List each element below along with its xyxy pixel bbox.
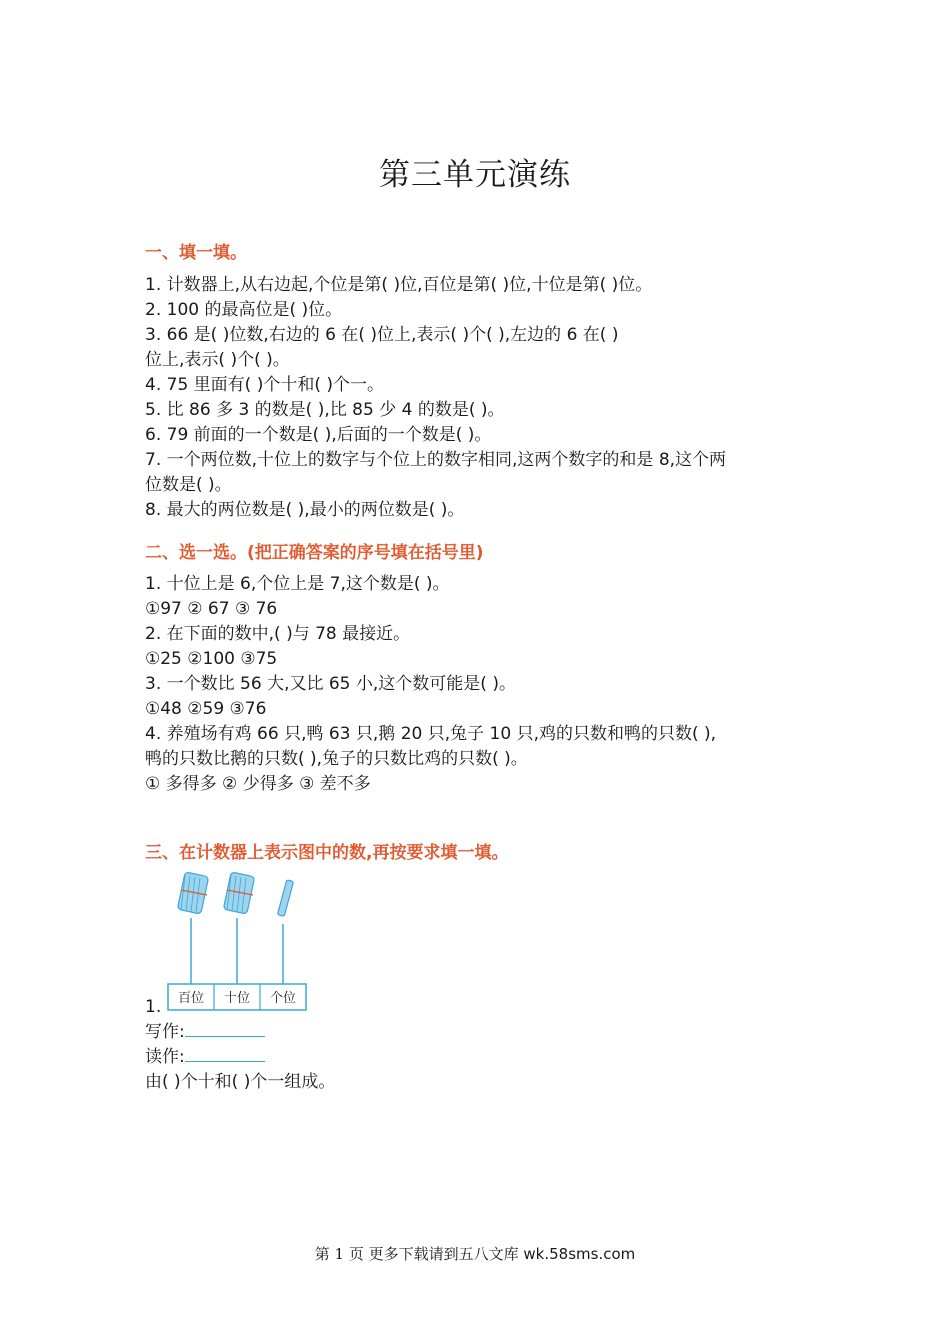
question-line: 2. 在下面的数中,( )与 78 最接近。 xyxy=(145,624,411,644)
read-line xyxy=(145,1045,265,1070)
abacus-figure xyxy=(165,868,310,1014)
abacus-label-ones: 个位 xyxy=(269,991,297,1006)
question-number: 1. xyxy=(145,997,162,1017)
section-heading-abacus: 三、在计数器上表示图中的数,再按要求填一填。 xyxy=(145,843,509,863)
question-line: 5. 比 86 多 3 的数是( ),比 85 少 4 的数是( )。 xyxy=(145,400,505,420)
compose-line: 由( )个十和( )个一组成。 xyxy=(145,1072,336,1092)
question-line: 3. 一个数比 56 大,又比 65 小,这个数可能是( )。 xyxy=(145,674,516,694)
read-label: 读作: xyxy=(145,1047,185,1067)
abacus-label-tens: 十位 xyxy=(223,991,251,1006)
single-stick-icon xyxy=(277,880,293,917)
question-line: 8. 最大的两位数是( ),最小的两位数是( )。 xyxy=(145,500,465,520)
question-line: 2. 100 的最高位是( )位。 xyxy=(145,300,343,320)
write-label: 写作: xyxy=(145,1022,185,1042)
question-line: 4. 75 里面有( )个十和( )个一。 xyxy=(145,375,384,395)
options-line: ①48 ②59 ③76 xyxy=(145,699,267,719)
abacus-label-hundreds: 百位 xyxy=(177,991,205,1006)
options-line: ①97 ② 67 ③ 76 xyxy=(145,599,278,619)
options-line: ① 多得多 ② 少得多 ③ 差不多 xyxy=(145,774,371,794)
question-line: 位数是( )。 xyxy=(145,475,232,495)
read-answer-blank[interactable] xyxy=(185,1047,265,1062)
stick-bundle-icon xyxy=(223,872,254,914)
write-answer-blank[interactable] xyxy=(185,1022,265,1037)
write-line xyxy=(145,1020,265,1045)
stick-bundle-icon xyxy=(177,872,208,914)
section-heading-multiple-choice: 二、选一选。(把正确答案的序号填在括号里) xyxy=(145,543,484,563)
options-line: ①25 ②100 ③75 xyxy=(145,649,278,669)
footer-site-link[interactable]: wk.58sms.com xyxy=(523,1245,636,1263)
question-line: 3. 66 是( )位数,右边的 6 在( )位上,表示( )个( ),左边的 6 在( ) xyxy=(145,325,619,345)
question-line: 1. 十位上是 6,个位上是 7,这个数是( )。 xyxy=(145,574,450,594)
question-line: 位上,表示( )个( )。 xyxy=(145,350,290,370)
section-heading-fill-in: 一、填一填。 xyxy=(145,243,247,263)
question-line: 1. 计数器上,从右边起,个位是第( )位,百位是第( )位,十位是第( )位。 xyxy=(145,275,653,295)
question-line: 6. 79 前面的一个数是( ),后面的一个数是( )。 xyxy=(145,425,492,445)
page-title: 第三单元演练 xyxy=(379,156,571,193)
question-line: 鸭的只数比鹅的只数( ),兔子的只数比鸡的只数( )。 xyxy=(145,749,528,769)
question-line: 4. 养殖场有鸡 66 只,鸭 63 只,鹅 20 只,兔子 10 只,鸡的只数和鸭的只数( ), xyxy=(145,724,717,744)
footer-text: 第 1 页 更多下载请到五八文库 xyxy=(314,1245,519,1263)
question-line: 7. 一个两位数,十位上的数字与个位上的数字相同,这两个数字的和是 8,这个两 xyxy=(145,450,727,470)
page-footer xyxy=(0,1243,950,1264)
